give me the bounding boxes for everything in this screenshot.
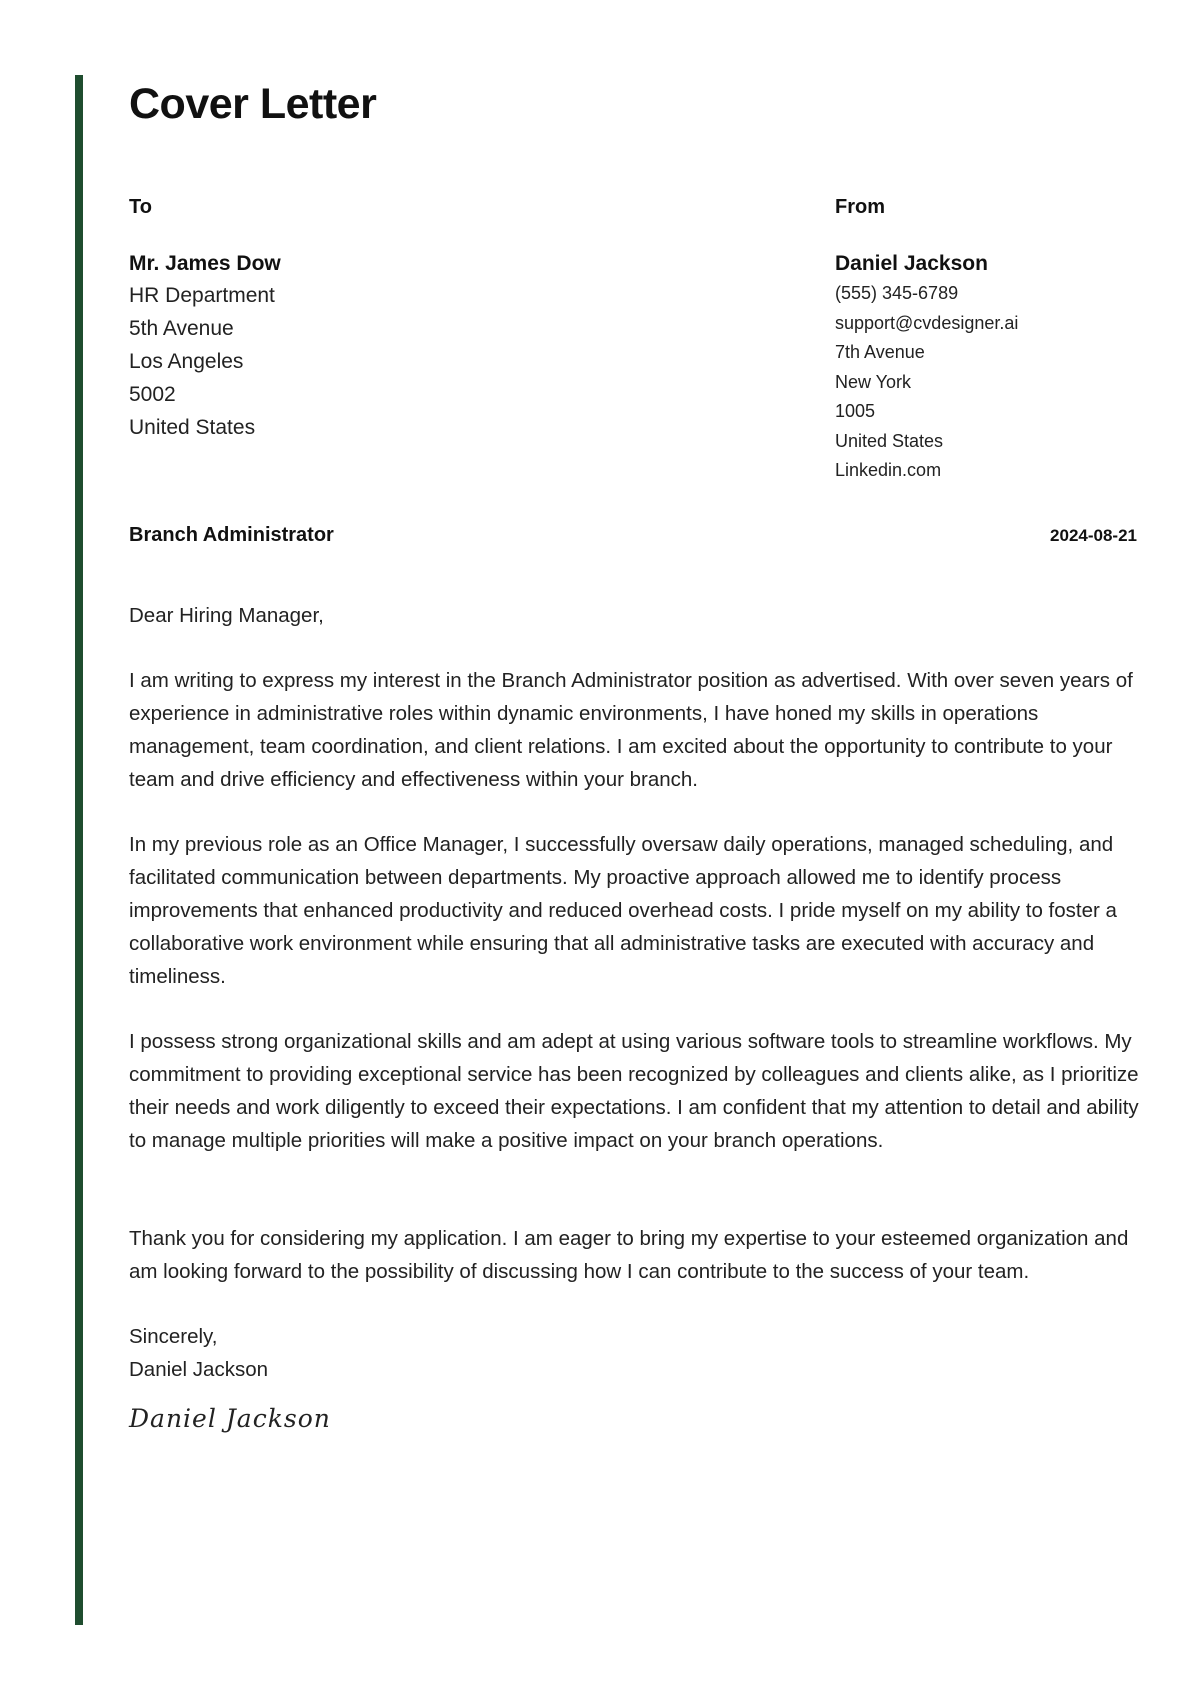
sender-phone: (555) 345-6789 — [835, 283, 959, 303]
sender-linkedin: Linkedin.com — [835, 460, 942, 480]
sender-line: 7th Avenue — [835, 342, 925, 362]
page-title: Cover Letter — [129, 80, 377, 128]
greeting: Dear Hiring Manager, — [129, 604, 324, 627]
sender-contact — [835, 279, 1137, 486]
paragraph: I possess strong organizational skills and am adept at using various software tools to streamline workflows. My commitment to providing exceptional service has been recognized by colleagues and clients alike, as I prioritize their needs and work diligently to exceed their expectations. I am confident that my attention to detail and ability to manage multiple priorities will make a positive impact on your branch operations. — [129, 1030, 1139, 1152]
sender-name: Daniel Jackson — [835, 252, 988, 275]
paragraph: In my previous role as an Office Manager, I successfully oversaw daily operations, managed scheduling, and facilitated communication between departments. My proactive approach allowed me to identify process improvements that enhanced productivity and reduced overhead costs. I pride myself on my ability to foster a collaborative work environment while ensuring that all administrative tasks are executed with accuracy and timeliness. — [129, 833, 1117, 988]
sender-line: United States — [835, 430, 944, 451]
accent-bar — [75, 75, 83, 1625]
recipient-address — [129, 279, 729, 444]
letter-page — [129, 0, 1137, 1684]
recipient-label: To — [129, 196, 152, 218]
closing: Sincerely, — [129, 1325, 218, 1348]
sender-label: From — [835, 196, 885, 218]
letter-date: 2024-08-21 — [1050, 526, 1137, 545]
paragraph: I am writing to express my interest in the Branch Administrator position as advertised. With over seven years of experience in administrative roles within dynamic environments, I have honed my skills in operations management, team coordination, and client relations. I am excited about the opportunity to contribute to your team and drive efficiency and effectiveness within your branch. — [129, 669, 1133, 791]
recipient-block — [129, 196, 729, 444]
sender-line: New York — [835, 371, 912, 392]
handwritten-signature: Daniel Jackson — [129, 1404, 331, 1433]
sender-line: 1005 — [835, 401, 876, 421]
recipient-name: Mr. James Dow — [129, 252, 281, 275]
subject-line: Branch Administrator — [129, 524, 334, 546]
sender-email: support@cvdesigner.ai — [835, 312, 1019, 333]
recipient-line: 5th Avenue — [129, 317, 234, 340]
letter-body — [129, 599, 1139, 1386]
recipient-line: United States — [129, 416, 256, 439]
sender-block — [835, 196, 1137, 486]
subject-row — [129, 524, 1137, 547]
recipient-line: HR Department — [129, 284, 275, 307]
signoff-name: Daniel Jackson — [129, 1358, 269, 1381]
recipient-line: Los Angeles — [129, 350, 244, 373]
recipient-line: 5002 — [129, 383, 176, 406]
paragraph: Thank you for considering my application. I am eager to bring my expertise to your esteemed organization and am looking forward to the possibility of discussing how I can contribute to the success of your team. — [129, 1227, 1129, 1283]
